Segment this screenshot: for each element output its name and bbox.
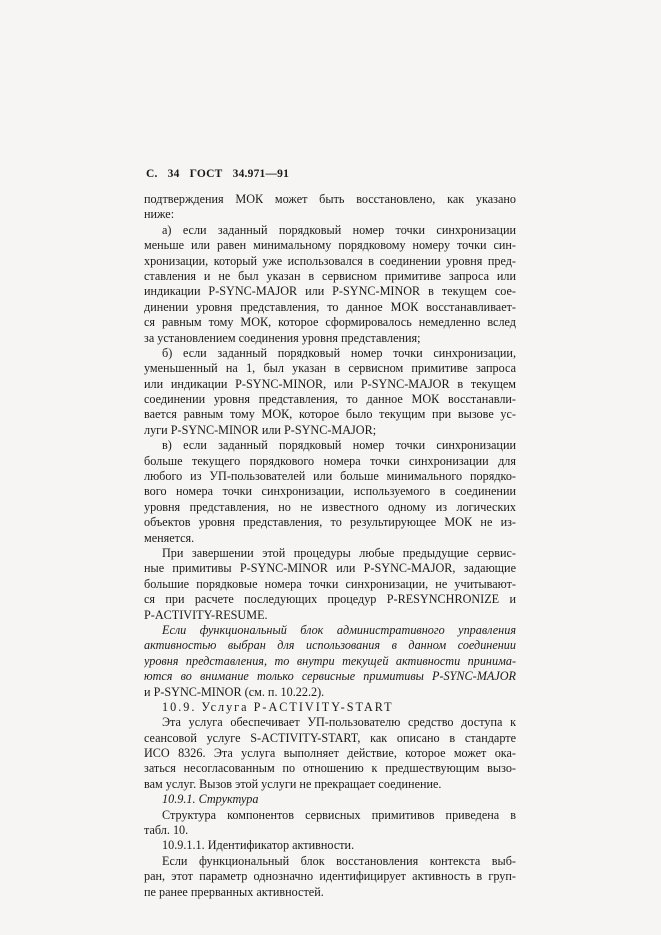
text-line: ются во внимание только сервисные примитивы P-SYNC-MAJOR	[144, 669, 516, 684]
text-line: больше текущего порядкового номера точки синхронизации для	[144, 453, 516, 468]
text-line: Структура компонентов сервисных примитивов приведена в	[162, 807, 516, 822]
text-line: уровня представления, то внутри текущей активности принима-	[144, 653, 516, 668]
text-line: вого номера точки синхронизации, используемого в соединении	[144, 484, 516, 499]
text-line: вам услуг. Вызов этой услуги не прекращает соединение.	[144, 776, 442, 791]
page-label: С.	[146, 168, 158, 180]
text-line: динении уровня представления, то данное МОК восстанавливает-	[144, 299, 516, 314]
text-line: луги P-SYNC-MINOR или P-SYNC-MAJOR;	[144, 422, 377, 437]
text-line: объектов уровня представления, то результирующее МОК не из-	[144, 515, 516, 530]
text-line: за установлением соединения уровня представления;	[144, 330, 421, 345]
text-line: ся при расчете последующих процедур P-RESYNCHRONIZE и	[144, 592, 516, 607]
page-number: 34	[167, 168, 180, 180]
text-line: а) если заданный порядковый номер точки синхронизации	[162, 222, 516, 237]
text-line: любого из УП-пользователей или больше минимального порядко-	[144, 469, 516, 484]
text-line: подтверждения МОК может быть восстановлено, как указано	[144, 192, 516, 206]
text-line: табл. 10.	[144, 823, 189, 838]
text-line: соединении уровня представления, то данное МОК восстанавли-	[144, 392, 516, 407]
text-line: б) если заданный порядковый номер точки синхронизации,	[162, 345, 516, 360]
text-line: пе ранее прерванных активностей.	[144, 884, 324, 899]
standard-number: 34.971—91	[232, 168, 290, 180]
text-line: меняется.	[144, 530, 195, 545]
text-line: меньше или равен минимальному порядковому номеру точки син-	[144, 238, 516, 253]
text-line: ся равным тому МОК, которое сформировалось немедленно вслед	[144, 315, 516, 330]
text-line: Эта услуга обеспечивает УП-пользователю средство доступа к	[162, 715, 516, 730]
text-line: 10.9.1. Структура	[162, 792, 259, 807]
text-line: или индикации P-SYNC-MINOR, или P-SYNC-MAJOR в текущем	[144, 376, 516, 391]
text-line: ИСО 8326. Эта услуга выполняет действие, которое может ока-	[144, 746, 516, 761]
text-line: ные примитивы P-SYNC-MINOR или P-SYNC-MAJOR, задающие	[144, 561, 516, 576]
text-line: и P-SYNC-MINOR (см. п. 10.22.2).	[144, 684, 325, 699]
standard-name: ГОСТ	[189, 168, 223, 180]
document-body	[144, 192, 516, 900]
text-line: уменьшенный на 1, был указан в сервисном примитиве запроса	[144, 361, 516, 376]
text-line: уровня представления, но не известного одному из логических	[144, 499, 516, 514]
text-line: Если функциональный блок административного управления	[162, 622, 516, 637]
text-line: Если функциональный блок восстановления контекста выб-	[162, 853, 516, 868]
page-header	[146, 168, 296, 180]
text-line: индикации P-SYNC-MAJOR или P-SYNC-MINOR в текущем сое-	[144, 284, 516, 299]
text-line: 10.9. Услуга P-ACTIVITY-START	[162, 699, 394, 714]
text-line: хронизации, который уже использовался в соединении уровня пред-	[144, 253, 516, 268]
text-line: сеансовой услуге S-ACTIVITY-START, как описано в стандарте	[144, 730, 516, 745]
text-line: P-ACTIVITY-RESUME.	[144, 607, 268, 622]
text-line: в) если заданный порядковый номер точки синхронизации	[162, 438, 516, 453]
text-line: вается равным тому МОК, которое было текущим при вызове ус-	[144, 407, 516, 422]
text-line: большие порядковые номера точки синхронизации, не учитывают-	[144, 576, 516, 591]
text-line: ставления и не был указан в сервисном примитиве запроса или	[144, 268, 516, 283]
text-line: ран, этот параметр однозначно идентифицирует активность в груп-	[144, 869, 516, 884]
text-line: заться несогласованным по отношению к предшествующим вызо-	[144, 761, 516, 776]
text-line: ниже:	[144, 207, 175, 222]
text-line: 10.9.1.1. Идентификатор активности.	[162, 838, 355, 853]
text-line: При завершении этой процедуры любые предыдущие сервис-	[162, 545, 516, 560]
text-line: активностью выбран для использования в данном соединении	[144, 638, 516, 653]
